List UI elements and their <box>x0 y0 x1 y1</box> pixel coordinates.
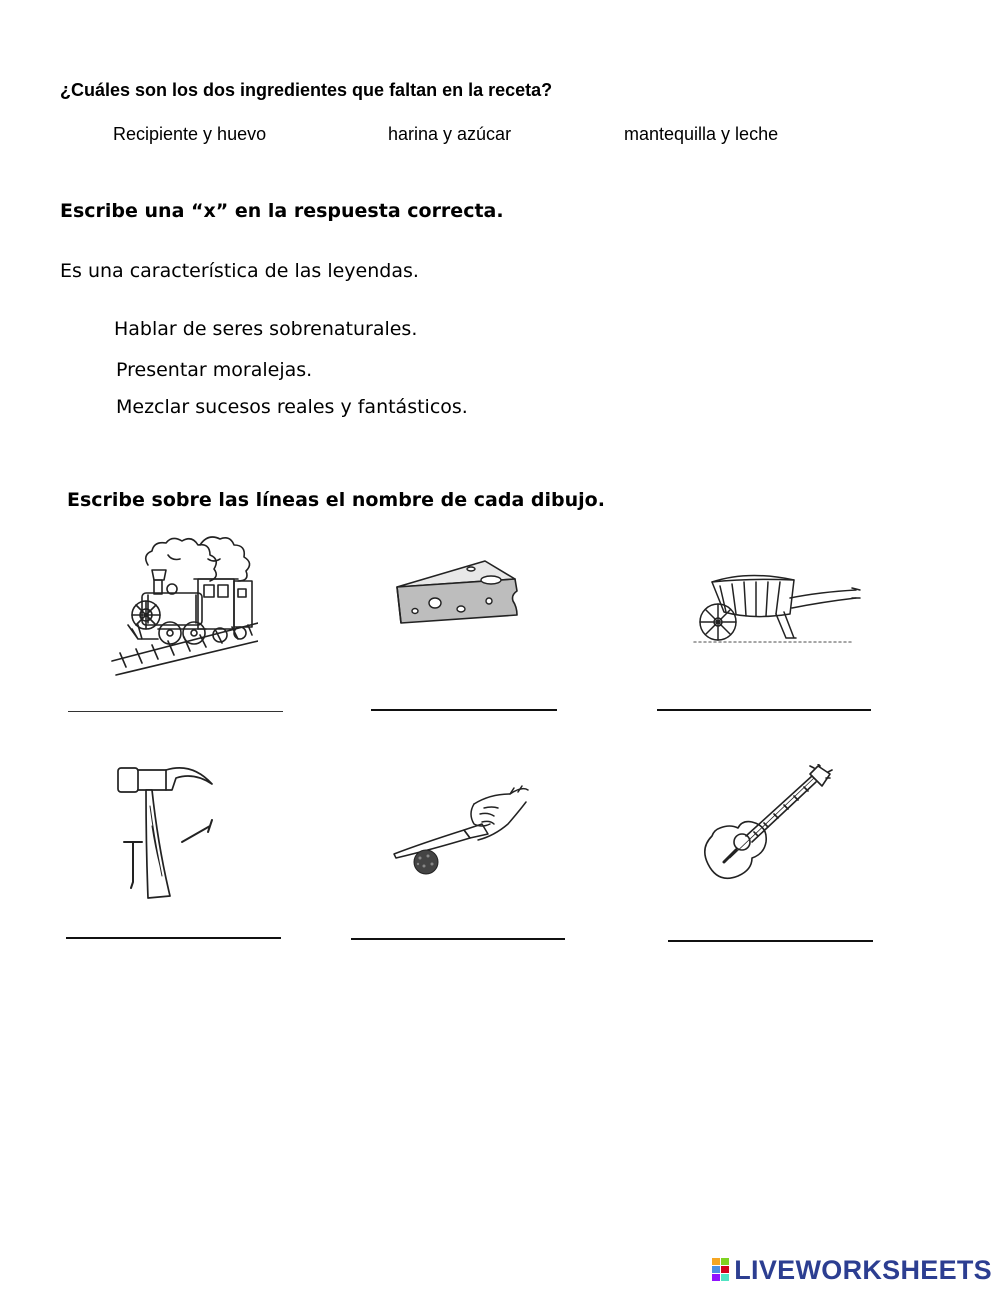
question-1-title: ¿Cuáles son los dos ingredientes que faltan en la receta? <box>60 80 553 100</box>
answer-line-hammer[interactable] <box>66 937 281 939</box>
question-2-prompt: Es una característica de las leyendas. <box>60 260 419 282</box>
answer-line-train[interactable] <box>68 711 283 712</box>
brand-name: LIVEWORKSHEETS <box>734 1254 992 1285</box>
answer-line-wheelbarrow[interactable] <box>657 709 871 711</box>
cheese-icon <box>393 557 523 627</box>
hammer-icon <box>112 756 220 902</box>
checkbox-option-1[interactable]: Hablar de seres sobrenaturales. <box>114 318 418 340</box>
checkbox-option-3[interactable]: Mezclar sucesos reales y fantásticos. <box>116 396 468 418</box>
question-3-title: Escribe sobre las líneas el nombre de cada dibujo. <box>67 489 605 511</box>
liveworksheets-logo <box>712 1255 992 1285</box>
wheelbarrow-icon <box>690 568 865 646</box>
checkbox-option-2[interactable]: Presentar moralejas. <box>116 359 313 381</box>
answer-option-3[interactable]: mantequilla y leche <box>624 124 779 144</box>
question-2-title: Escribe una “x” en la respuesta correcta. <box>60 200 504 222</box>
guitar-icon <box>694 764 834 886</box>
answer-line-cheese[interactable] <box>371 709 557 711</box>
answer-option-2[interactable]: harina y azúcar <box>388 124 512 144</box>
answer-line-guitar[interactable] <box>668 940 873 942</box>
logo-blocks-icon <box>712 1258 730 1282</box>
knife-icon <box>390 780 532 880</box>
answer-option-1[interactable]: Recipiente y huevo <box>113 124 267 144</box>
answer-line-knife[interactable] <box>351 938 565 940</box>
train-icon <box>108 525 258 680</box>
